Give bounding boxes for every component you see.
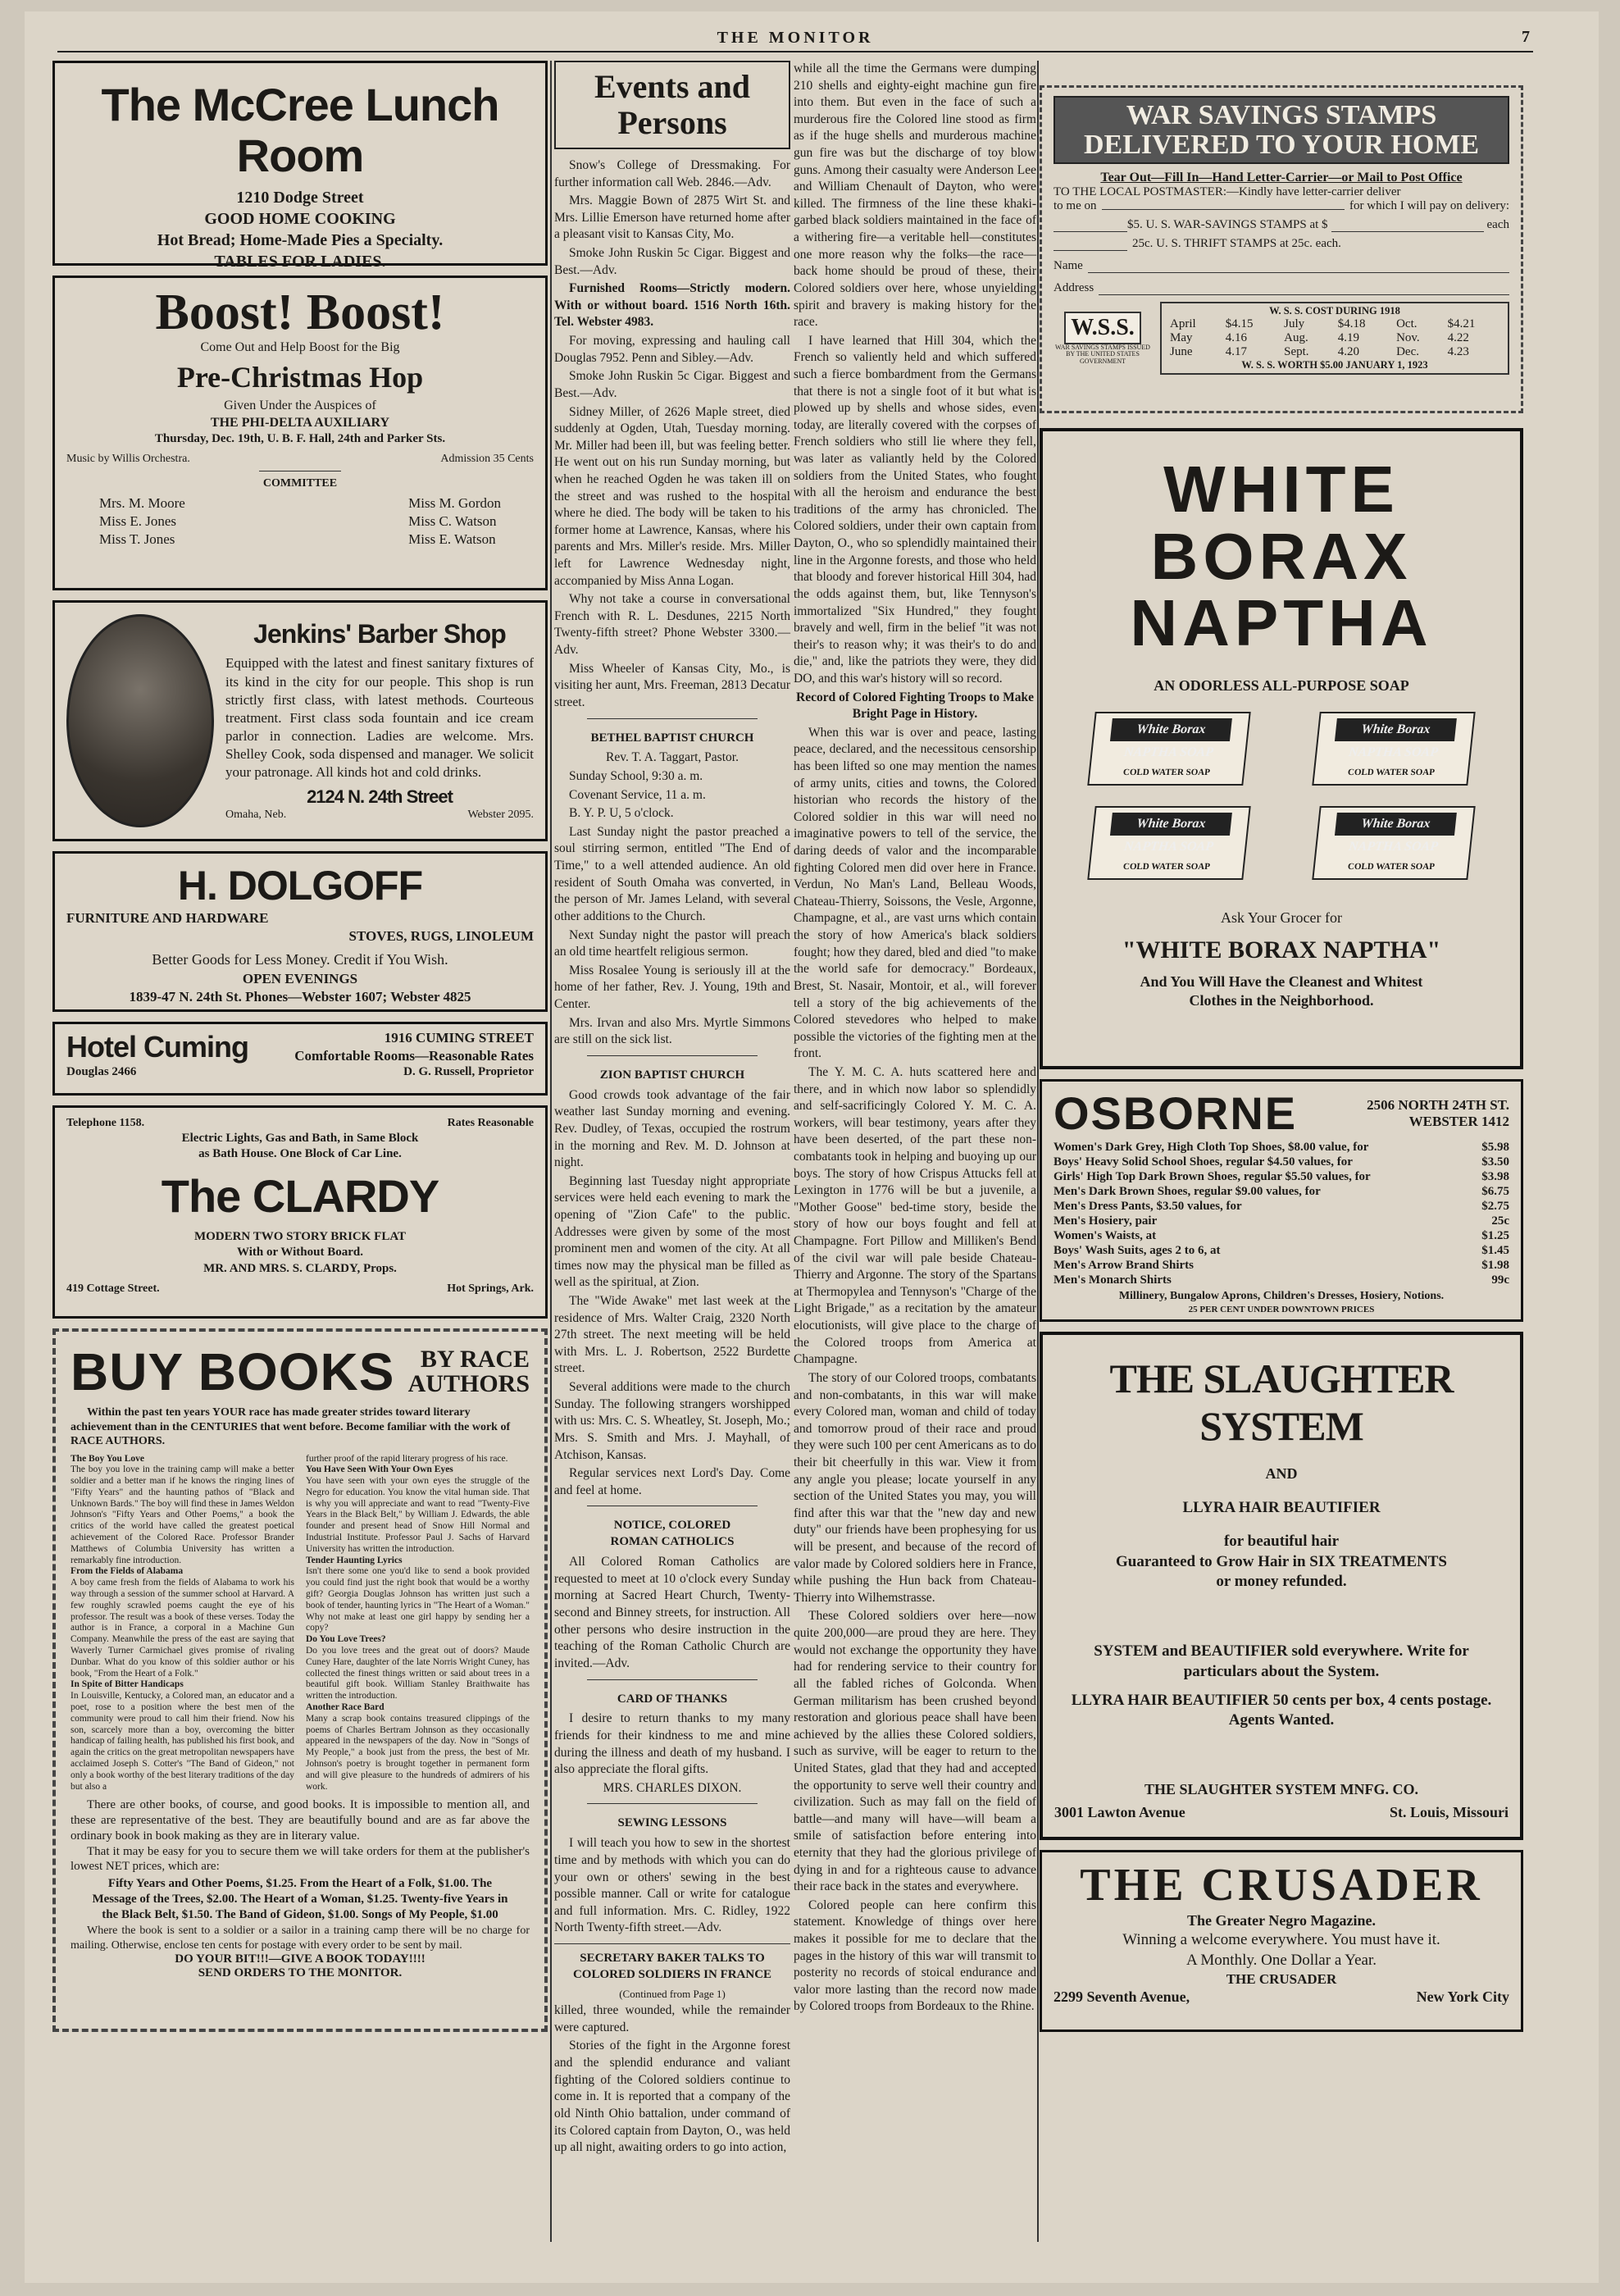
cost-cell: $4.15 [1225,317,1254,331]
ad-phone: WEBSTER 1412 [1408,1113,1509,1129]
ad-line: or money refunded. [1216,1573,1347,1591]
wss-label: for which I will pay on delivery: [1349,199,1509,213]
section-heading: NOTICE, COLORED [613,1519,731,1533]
soap-label: White Borax NAPTHA SOAP [1110,718,1232,741]
wss-form-row [1053,281,1509,295]
cost-cell: 4.22 [1447,331,1469,345]
news-item: Miss Wheeler of Kansas City, Mo., is visiting her aunt, Mrs. Freeman, 2813 Decatur street. [554,661,790,709]
signature: MRS. CHARLES DIXON. [603,1780,742,1795]
cost-cell: July [1284,317,1305,331]
wss-label: Name [1053,259,1083,273]
cost-cell: $4.18 [1337,317,1366,331]
column-right-ads [1040,61,1523,2042]
column-rule [1037,61,1039,2242]
cost-cell: Dec. [1396,345,1419,359]
books-outro: There are other books, of course, and good books. It is impossible to mention all, and these are representative of the best. They are beautifully bound and are as far above the ordinary book in book making as they are in literary value. [71,1798,530,1843]
ad-title: THE CRUSADER [1080,1860,1483,1911]
news-item: Sidney Miller, of 2626 Maple street, died suddenly at Ogden, Utah, Tuesday morning. Mr. Miller had been ill, but was feeling better. He went out on his run Sunday morning, but when he reached Ogden he was taken ill on the street and was rushed to the hospital where he died. The body will be taken to his former home at Lawrence, Kansas, where his parents and Mrs. Miller's reside. Mrs. Miller left for Lawrence Wednesday night, accompanied by Miss Anna Logan. [554,404,790,588]
ad-line: Ask Your Grocer for [1221,909,1342,927]
section-heading: BETHEL BAPTIST CHURCH [590,731,754,745]
ad-title: The McCree Lunch Room [101,79,499,181]
article-paragraph: The story of our Colored troops, combatants and non-combatants, in this war will make every Colored man, woman and child of today and tomorrow proud of their race and proud they were such 100 per cent Americans as to do their bit cheerfully in this war. View it from any angle you please; locate yourself in any section of the United States you may, you will find after this war that the "new day and new duty" our friends have been prophesying for us will be present, and because of the record of valor made by Colored soldiers here in France, while pushing the Hun back from Chateau-Thierry into Wilhemstrasse. [794,1370,1036,1605]
ad-line: LLYRA HAIR BEAUTIFIER 50 cents per box, 4 cents postage. Agents Wanted. [1071,1691,1492,1729]
name-field[interactable] [1088,259,1509,273]
ad-line: Guaranteed to Grow Hair in SIX TREATMENTS [1116,1552,1447,1570]
ad-title-line: NAPTHA [1130,586,1433,660]
item-price: $1.45 [1481,1244,1509,1257]
news-item: Next Sunday night the pastor will preach an old time heartfelt religious sermon. [554,927,790,959]
ad-line: With or Without Board. [237,1246,363,1259]
ad-line: The Greater Negro Magazine. [1187,1911,1376,1929]
ad-company: THE SLAUGHTER SYSTEM MNFG. CO. [1144,1780,1419,1797]
phone-text: Webster 2095. [467,809,534,822]
news-item: Rev. T. A. Taggart, Pastor. [606,750,739,765]
news-item: Sunday School, 9:30 a. m. [569,769,703,784]
article-paragraph: These Colored soldiers over here—now quite 200,000—are proud they are here. They would not exchange the opportunity they have had for rendering service to their country for all the fabled riches of Golconda. When German militarism has been crushed beyond restoration and glorious peace shall have been achieved by the allies these Colored soldiers, such as survive, will be eager to return to the United States, glad that they had and accepted the opportunity to serve well their country and civilization. Such as may fall on the field of battle—and many will have—will beam a smile of satisfaction before entering into eternity that they had the glorious privilege of dying in and for a righteous cause to advance their race back in the states and everywhere. [794,1609,1036,1894]
soap-label: White Borax NAPTHA SOAP [1335,718,1457,741]
wss-label: 25c. U. S. THRIFT STAMPS at 25c. each. [1132,237,1341,251]
cost-cell: June [1170,345,1193,359]
ad-line: OPEN EVENINGS [242,970,358,986]
soap-sub: COLD WATER SOAP [1122,768,1211,778]
cost-cell: April [1170,317,1196,331]
price-row [1053,1243,1509,1258]
cost-grid [1167,317,1503,359]
ad-clardy [52,1105,548,1319]
ad-line: THE PHI-DELTA AUXILIARY [210,415,390,430]
ad-line: 1839-47 N. 24th St. Phones—Webster 1607; Webster 4825 [129,988,471,1004]
cost-row [1167,345,1503,359]
item-name: Boys' Heavy Solid School Shoes, regular $4.50 values, for [1053,1155,1353,1168]
ad-intro: Within the past ten years YOUR race has made greater strides toward literary achievement than in the CENTURIES that went before. Become familiar with the work of RACE AUTHORS. [71,1406,511,1447]
ad-footer: 25 PER CENT UNDER DOWNTOWN PRICES [1188,1305,1375,1315]
committee-member: Miss E. Jones [99,513,176,530]
cost-title: W. S. S. COST DURING 1918 [1269,305,1400,317]
soap-box-image [1087,712,1250,786]
wss-label: Address [1053,281,1094,295]
item-name: Men's Hosiery, pair [1053,1214,1158,1228]
street-text: 419 Cottage Street. [66,1282,160,1295]
wss-banner-line: WAR SAVINGS STAMPS [1126,100,1437,130]
item-price: $5.98 [1481,1141,1509,1154]
ad-address: 2506 NORTH 24TH ST. [1367,1096,1509,1113]
cost-cell: $4.21 [1447,317,1476,331]
column-article [794,61,1036,2017]
news-item: Last Sunday night the pastor preached a soul stirring sermon, entitled "The End of Time," to a well attended audience. An old resident of South Omaha was converted, in the person of Mr. James Leland, with several other additions to the Church. [554,824,790,923]
news-item: Beginning last Tuesday night appropriate services were held each evening to mark the opening of "Zion Cafe" to the public. Addresses were given by some of the most prominent men and women of the city. At all times now may the physical man be filled as well as the spiritual, at Zion. [554,1173,790,1290]
book-heading: You Have Seen With Your Own Eyes [306,1465,453,1475]
masthead-title: THE MONITOR [717,28,874,47]
divider [587,718,758,719]
committee-member: Miss C. Watson [408,513,497,530]
ad-line: TABLES FOR LADIES. [214,253,386,271]
page-number: 7 [1522,28,1533,46]
book-blurb: In Louisville, Kentucky, a Colored man, an educator and a poet, rose to a position where the best men of the community were proud to call him their friend. Now his son, scarcely more than a boy, overcoming the bitter handicap of failing health, has published his first book, and again the critics on the great metropolitan newspapers have acclaimed Joseph S. Cotter's "The Band of Gideon," not only a book worthy of the best literary traditions of the day but also a [71,1691,294,1792]
ad-boost-hop [52,276,548,590]
price-row [1053,1140,1509,1155]
price-row [1053,1184,1509,1199]
wss-logo-mark: W.S.S. [1064,312,1141,344]
ad-line: AND [1265,1465,1298,1482]
worth-text: W. S. S. WORTH $5.00 JANUARY 1, 1923 [1241,359,1428,371]
book-blurb: The boy you love in the training camp will make a better soldier and a better man if he knows the ringing lines of "Fifty Years" and the haunting pathos of "Black and Unknown Bards." The boy will find these in James Weldon Johnson's "Fifty Years and Other Poems," a book the critics of the world have called the greatest poetical achievement of the Colored Race. Professor Brander Matthews of Columbia University has written a remarkably fine introduction. [71,1465,294,1565]
ad-line: And You Will Have the Cleanest and Whitest [1140,973,1423,990]
address-text: 2299 Seventh Avenue, [1053,1988,1190,2006]
article-paragraph: Colored people can here confirm this statement. Knowledge of things over here makes it possible for me to declare that the pages in the history of this war will transmit to posterity no records of stoical endurance and valor more lasting than the record now made by Colored troops from Bordeaux to the Rhine. [794,1897,1036,2014]
ad-row [66,1116,534,1131]
cost-cell: Sept. [1284,345,1309,359]
ad-war-savings-stamps [1040,85,1523,413]
ad-line: Clothes in the Neighborhood. [1189,991,1374,1009]
news-item: I will teach you how to sew in the shortest time and by methods with which you can do your own or others' sewing in the best possible manner. Call or write for catalogue and full information. Mrs. C. Ridley, 1922 North Twenty-fifth street.—Adv. [554,1836,790,1935]
phone-text: Douglas 2466 [66,1065,137,1079]
item-price: $1.98 [1481,1259,1509,1272]
ad-tagline: AN ODORLESS ALL-PURPOSE SOAP [1154,676,1409,694]
book-blurb: Many a scrap book contains treasured clippings of the poems of Charles Bertram Johnson as they occasionally appeared in the newspapers of the day. Now in "Songs of My People," a book just from the press, the best of Mr. Johnson's poetry is brought together in permanent form and will give pleasure to the hundreds of admirers of his work. [306,1713,530,1792]
wss-banner-line: DELIVERED TO YOUR HOME [1083,129,1480,160]
soap-box-grid [1054,704,1509,892]
ad-line: THE CRUSADER [1226,1971,1337,1988]
wss-form-row [1053,259,1509,273]
ad-title [1054,453,1509,660]
address-text: 3001 Lawton Avenue [1054,1804,1185,1821]
ad-line: Come Out and Help Boost for the Big [200,340,400,355]
ad-address: 2124 N. 24th Street [307,786,453,808]
quantity-field[interactable] [1053,237,1127,251]
item-price: 99c [1491,1273,1509,1287]
ad-row [66,1282,534,1296]
ad-line: Thursday, Dec. 19th, U. B. F. Hall, 24th and Parker Sts. [154,432,446,446]
phone-text: Telephone 1158. [66,1117,145,1129]
wss-instruction: TO THE LOCAL POSTMASTER:—Kindly have letter-carrier deliver [1053,185,1401,199]
ad-title: BUY BOOKS [71,1342,395,1401]
books-column-right [306,1454,530,1793]
soap-box-image [1312,712,1475,786]
section-heading: SEWING LESSONS [617,1816,727,1830]
ad-white-borax-naptha [1040,428,1523,1069]
ad-title-authors: AUTHORS [407,1370,530,1397]
news-item: All Colored Roman Catholics are requested to meet at 10 o'clock every Sunday morning at Sacred Heart Church, Twenty-second and Binney streets, for instruction. All other persons who desire instruction in the teaching of the Roman Catholic Church are invited.—Adv. [554,1555,790,1670]
books-cta: SEND ORDERS TO THE MONITOR. [198,1966,403,1980]
wss-label: each [1486,218,1509,232]
ad-buy-books [52,1328,548,2032]
ad-line: FURNITURE AND HARDWARE [66,910,269,926]
item-name: Men's Monarch Shirts [1053,1273,1172,1287]
wss-cost-table [1160,302,1509,375]
cost-cell: May [1170,331,1193,345]
ad-address: 1210 Dodge Street [236,189,364,207]
article-paragraph: while all the time the Germans were dumping 210 shells and eighty-eight machine gun fire into them. But even in the face of such a murderous fire the Colored line stood as firm as if the huge shells and murderous machine gun fire was but the discharge of toy blow guns. Among their casualty were Anderson Lee and William Chenault of Dayton, who were killed. The firmness of the line these khaki-garbed black soldiers maintained in the face of a withering fire—a veritable hell—constitutes one more reason why the folks—the race—back home should be proud of these, their Colored soldiers over here, whose unyielding spirit and bravery is making history for the race. [794,61,1036,330]
article-paragraph: I have learned that Hill 304, which the French so valiently held and which suffered such a fierce bombardment from the Germans that there is not a single foot of it but what is plowed up by shells and whose sides, even today, are literally covered with the corpses of French soldiers who still lie where they fell, was later as valiantly held by the Colored soldiers from the United States, who fought with all the heroism and endurance the best traditions of the army has chronicled. The Colored soldiers, under their own captain from Dayton, O., who so splendidly maintained their line in the Argonne forests, and those who held that bloody and forever historical Hill 304, had the odds against them, but, like Tennyson's immortalized "Six Hundred," they fought bravely and well, firm in the belief "it was not their's to reason why; it was their's to do and die," and, like the patriots they were, they did DO, and this war's history will so record. [794,333,1036,686]
soap-label: White Borax NAPTHA SOAP [1110,813,1232,836]
article-subhead: Record of Colored Fighting Troops to Make Bright Page in History. [796,690,1034,722]
news-item: I desire to return thanks to my many friends for their kindness to me and mine during the illness and death of my husband. I also appreciate the floral gifts. [554,1711,790,1777]
cost-cell: 4.20 [1337,345,1359,359]
ad-jenkins-barber-shop [52,600,548,841]
ad-line: GOOD HOME COOKING [204,210,396,229]
ad-title: H. DOLGOFF [177,863,423,909]
ad-line: Hot Bread; Home-Made Pies a Specialty. [157,231,444,250]
ad-line: A Monthly. One Dollar a Year. [1185,1951,1377,1969]
books-cta: DO YOUR BIT!!!—GIVE A BOOK TODAY!!!! [175,1952,425,1966]
ad-line: MODERN TWO STORY BRICK FLAT [193,1229,407,1243]
article-headline: COLORED SOLDIERS IN FRANCE [572,1968,772,1982]
wss-tear-line: Tear Out—Fill In—Hand Letter-Carrier—or Mail to Post Office [1100,171,1463,185]
soap-label: White Borax NAPTHA SOAP [1335,813,1457,836]
news-item: Several additions were made to the church Sunday. The following strangers worshipped with us: Mrs. C. S. Wheatley, St. Joseph, Mo.; Mrs. S. Smith and Mrs. J. Mayhall, of Atchison, Kansas. [554,1380,790,1462]
book-blurb: further proof of the rapid literary progress of his race. [306,1453,508,1464]
masthead [57,25,1533,52]
column-rule [550,61,552,2242]
book-heading: In Spite of Bitter Handicaps [71,1679,184,1690]
ad-title-by: BY RACE [420,1346,530,1373]
section-title: Events and [594,68,751,105]
soap-sub: COLD WATER SOAP [1347,862,1436,872]
ad-row [66,453,534,466]
rates-text: Rates Reasonable [447,1117,534,1129]
item-name: Boys' Wash Suits, ages 2 to 6, at [1053,1244,1221,1257]
soap-sub: COLD WATER SOAP [1122,862,1211,872]
events-body [554,157,790,2157]
ad-osborne [1040,1079,1523,1322]
ad-title: Hotel Cuming [66,1030,248,1064]
item-name: Men's Arrow Brand Shirts [1053,1259,1194,1272]
item-name: Men's Dark Brown Shoes, regular $9.00 values, for [1053,1185,1321,1198]
committee-label: COMMITTEE [262,476,338,490]
ad-title-line: BORAX [1150,519,1413,593]
soap-box-image [1087,806,1250,880]
book-heading: Tender Haunting Lyrics [306,1555,403,1565]
news-item: Smoke John Ruskin 5c Cigar. Biggest and Best.—Adv. [554,369,790,400]
news-item: Snow's College of Dressmaking. For further information call Web. 2846.—Adv. [554,158,790,189]
price-list [1053,1140,1509,1287]
ad-slaughter-system [1040,1332,1523,1840]
city-text: St. Louis, Missouri [1389,1804,1509,1821]
ad-line: Better Goods for Less Money. Credit if You Wish. [152,951,448,968]
books-offer: That it may be easy for you to secure them we will take orders for them at the publisher's lowest NET prices, which are: [71,1844,530,1874]
continued-note: (Continued from Page 1) [619,1987,726,2000]
ad-line: LLYRA HAIR BEAUTIFIER [1182,1499,1381,1517]
news-item: Furnished Rooms—Strictly modern. With or without board. 1516 North 16th. Tel. Webster 4983. [554,281,790,330]
book-blurb: Do you love trees and the great out of doors? Maude Cuney Hare, daughter of the late Norris Wright Cuney, has collected the finest things written or said about trees in a beautiful gift book. William Stanley Braithwaite has written the introduction. [306,1646,530,1702]
cost-cell: Aug. [1284,331,1308,345]
item-price: $3.50 [1481,1155,1509,1168]
ad-footer: Millinery, Bungalow Aprons, Children's Dresses, Hosiery, Notions. [1118,1290,1445,1302]
item-name: Women's Dark Grey, High Cloth Top Shoes, $8.00 value, for [1053,1141,1369,1154]
news-item: Stories of the fight in the Argonne forest and the splendid endurance and valiant fighting of the Colored soldiers continue to come in. It is reported that a company of the old Ninth Ohio battalion, under command of its Colored captain from Dayton, O., was held up all night, awaiting orders to go into action, [554,2039,790,2155]
news-item: Regular services next Lord's Day. Come and feel at home. [554,1466,790,1497]
price-row [1053,1273,1509,1287]
events-header-box [554,61,790,149]
divider [587,1055,758,1056]
quantity-field[interactable] [1053,218,1127,232]
section-title: Persons [617,104,727,141]
ad-brand: "WHITE BORAX NAPTHA" [1122,936,1441,963]
column-left-ads [52,61,548,2032]
price-field[interactable] [1331,218,1484,232]
committee-member: Miss T. Jones [99,531,175,548]
column-events [554,61,790,2158]
divider [587,1803,758,1804]
news-item: Good crowds took advantage of the fair weather last Sunday morning and evening. Rev. Dudley, of Texas, occupied the rostrum in the morning and Rev. M. D. Johnson at night. [554,1087,790,1170]
ad-line: STOVES, RUGS, LINOLEUM [348,928,534,945]
wss-logo [1053,312,1152,366]
item-price: 25c [1491,1214,1509,1228]
ad-dolgoff [52,851,548,1012]
news-item: For moving, expressing and hauling call Douglas 7952. Penn and Sibley.—Adv. [554,334,790,365]
article-paragraph: When this war is over and peace, lasting peace, declared, and the necessitous censorship has been lifted so one may mention the names of army units, cities and towns, the Colored historian who records the history of the Colored soldier in this war will need no imaginative powers to tell of the service, the daring deeds of valor and the incomparable fighting Colored men did over here in France. Verdun, No Man's Land, Belleau Woods, Chateau-Thierry, Soissons, the Vesle, Argonne, Champagne, et al., are vast urns which contain the story of how America's black soldiers fought; how they dared, bled and died "to make the world safe for democracy." Bordeaux, Brest, St. Nasair, Montoir, et al., will forever tell a story of the big achievements of the Colored stevedores who helped to make possible the victories of the fighting men at the front. [794,725,1036,1061]
cost-cell: 4.16 [1225,331,1248,345]
ad-line: as Bath House. One Block of Car Line. [198,1147,402,1160]
ad-line: Electric Lights, Gas and Bath, in Same Block [181,1131,419,1145]
divider [259,471,341,472]
ad-hotel-cuming [52,1022,548,1096]
ad-mccree-lunch-room [52,61,548,271]
news-item: Why not take a course in conversational French with R. L. Desdunes, 2215 North Twenty-fifth street? Phone Webster 3300.—Adv. [554,592,790,658]
cost-cell: Nov. [1396,331,1420,345]
wss-banner [1053,96,1509,164]
item-price: $1.25 [1481,1229,1509,1242]
news-item: Miss Rosalee Young is seriously ill at the home of her father, Rev. J. Young, 19th and Center. [554,963,790,1011]
news-item: Covenant Service, 11 a. m. [569,787,706,802]
cost-cell: 4.23 [1447,345,1469,359]
city-text: Hot Springs, Ark. [447,1282,534,1295]
committee-list [66,491,534,552]
committee-member: Miss M. Gordon [408,495,501,512]
news-item: B. Y. P. U, 5 o'clock. [569,806,674,821]
section-heading: ZION BAPTIST CHURCH [599,1068,745,1082]
section-heading: CARD OF THANKS [617,1692,728,1706]
article-headline: SECRETARY BAKER TALKS TO [580,1952,765,1966]
wss-form-row [1053,237,1509,251]
divider [587,1679,758,1680]
wss-form-row [1053,199,1509,213]
books-closing: Where the book is sent to a soldier or a sailor in a training camp there will be no charge for mailing. Otherwise, enclose ten cents for postage with every order to be sent by mail. [71,1925,530,1952]
book-heading: Another Race Bard [306,1702,385,1713]
price-row [1053,1228,1509,1243]
committee-member: Mrs. M. Moore [99,495,185,512]
city-text: Omaha, Neb. [225,809,287,822]
wss-logo-sub: WAR SAVINGS STAMPS ISSUED BY THE UNITED STATES GOVERNMENT [1055,343,1150,366]
ad-address: 1916 CUMING STREET [384,1030,534,1046]
price-row [1053,1258,1509,1273]
date-field[interactable] [1102,199,1345,210]
ad-line: Winning a welcome everywhere. You must have it. [1122,1930,1440,1948]
cost-cell: 4.17 [1225,345,1248,359]
book-heading: The Boy You Love [71,1453,144,1464]
portrait-photo [66,614,214,827]
item-name: Girls' High Top Dark Brown Shoes, regular $5.50 values, for [1053,1170,1371,1183]
ad-row [225,808,534,822]
section-heading: ROMAN CATHOLICS [610,1535,735,1549]
item-price: $3.98 [1481,1170,1509,1183]
ad-line: Given Under the Auspices of [224,398,376,412]
book-blurb: You have seen with your own eyes the struggle of the Negro for education. You know the vital human side. That is why you will appreciate and want to read "Twenty-Five Years in the Black Belt," by William J. Edwards, the able founder and present head of Snow Hill Normal and Industrial Institute. Professor Paul J. Sachs of Harvard University has written the introduction. [306,1476,530,1554]
item-name: Women's Waists, at [1053,1229,1157,1242]
ad-line: Comfortable Rooms—Reasonable Rates [294,1048,534,1064]
ad-text: Equipped with the latest and finest sanitary fixtures of its kind in the city for our people. This shop is run strictly first class, with latest methods. Courteous treatment. First class soda fountain and ice cream parlor in connection. Ladies are welcome. Mrs. Shelley Cook, soda dispensed and manager. We solicit your patronage. All kinds hot and cold drinks. [225,655,534,780]
cost-cell: Oct. [1396,317,1418,331]
price-row [1053,1199,1509,1214]
divider [554,1943,790,1944]
books-prices: Fifty Years and Other Poems, $1.25. From the Heart of a Folk, $1.00. The Message of the Trees, $2.00. The Heart of a Woman, $1.25. Twenty-five Years in the Black Belt, $1.50. The Band of Gideon, $1.00. Songs of My People, $1.00 [92,1877,508,1921]
price-row [1053,1155,1509,1169]
proprietor-text: D. G. Russell, Proprietor [403,1065,534,1079]
ad-title: Jenkins' Barber Shop [253,619,506,649]
news-item: Mrs. Maggie Bown of 2875 Wirt St. and Mrs. Lillie Emerson have returned home after a pleasant visit to Kansas City, Mo. [554,194,790,242]
article-paragraph: The Y. M. C. A. huts scattered here and there, and in which now labor so splendidly and self-sacrificingly Colored Y. M. C. A. workers, will bear testimony, years after they have been deserted, of the part these non-combatants took in helping and buoying up our boys. The story of how Crispus Attucks fell at Lexington in 1776 will be but a juvenile, a "Mother Goose" bed-time story, beside the story of how our boys fought and fell at Champagne. Fort Pillow and Milliken's Bend of the civil war will pale beside Chateau-Thierry and Argonne. The story of the Spartans at Thermopylea and Tennyson's "Charge of the Light Brigade," as a recitation by the amateur elocutionists, will give place to the charge of the Colored troops from America at Champagne. [794,1064,1036,1367]
ad-title: OSBORNE [1053,1087,1298,1139]
soap-box-image [1312,806,1475,880]
books-column-left [71,1454,294,1793]
wss-label: to me on [1053,199,1097,213]
article-body [794,61,1036,2016]
address-field[interactable] [1099,281,1509,295]
item-name: Men's Dress Pants, $3.50 values, for [1053,1200,1242,1213]
book-heading: Do You Love Trees? [306,1634,386,1645]
ad-line: SYSTEM and BEAUTIFIER sold everywhere. Write for particulars about the System. [1094,1642,1469,1680]
ad-crusader [1040,1850,1523,2032]
news-item: Mrs. Irvan and also Mrs. Myrtle Simmons are still on the sick list. [554,1015,790,1047]
ad-title: The CLARDY [161,1169,439,1222]
news-item: The "Wide Awake" met last week at the residence of Mrs. Walter Craig, 2320 North 27th street. The next meeting will be held with Mrs. L. J. Robertson, 2522 Burdette street. [554,1294,790,1376]
ad-event: Pre-Christmas Hop [176,360,424,394]
item-price: $6.75 [1481,1185,1509,1198]
wss-form-row [1053,218,1509,232]
book-blurb: Isn't there some one you'd like to send a book provided you could find just the right book that would be a worthy gift? Georgia Douglas Johnson has written just such a book of tender, haunting lyrics in "The Heart of a Woman." Why not make at least one girl happy by sending her a copy? [306,1566,530,1633]
music-text: Music by Willis Orchestra. [66,452,190,465]
cost-row [1167,331,1503,345]
price-row [1053,1214,1509,1228]
city-text: New York City [1416,1988,1509,2006]
news-item: killed, three wounded, while the remainder were captured. [554,2003,790,2034]
book-blurb: A boy came fresh from the fields of Alabama to work his way through a session of the summer school at Harvard. A few roughly scrawled poems caught the eye of his professor. The result was a book of these verses. Today the author is in France, a corporal in a Machine Gun Company. Meanwhile the press of the east are saying that Waverly Turner Carmichael gives promise of rivaling Dunbar. What do you know of this soldier author or his book, "From the Heart of a Folk." [71,1578,294,1679]
item-price: $2.75 [1481,1200,1509,1213]
admission-text: Admission 35 Cents [440,452,534,465]
ad-line: MR. AND MRS. S. CLARDY, Props. [203,1261,397,1275]
cost-row [1167,317,1503,331]
committee-member: Miss E. Watson [408,531,496,548]
ad-title-line: WHITE [1163,453,1399,526]
ad-row [1053,1988,1509,2006]
ad-title: THE SLAUGHTER SYSTEM [1109,1355,1454,1449]
price-row [1053,1169,1509,1184]
cost-cell: 4.19 [1337,331,1359,345]
news-item: Smoke John Ruskin 5c Cigar. Biggest and Best.—Adv. [554,246,790,277]
book-heading: From the Fields of Alabama [71,1566,184,1577]
soap-sub: COLD WATER SOAP [1347,768,1436,778]
ad-title: Boost! Boost! [155,285,445,340]
ad-line: for beautiful hair [1223,1533,1340,1551]
ad-row [1054,1804,1509,1821]
wss-label: $5. U. S. WAR-SAVINGS STAMPS at $ [1127,218,1328,232]
